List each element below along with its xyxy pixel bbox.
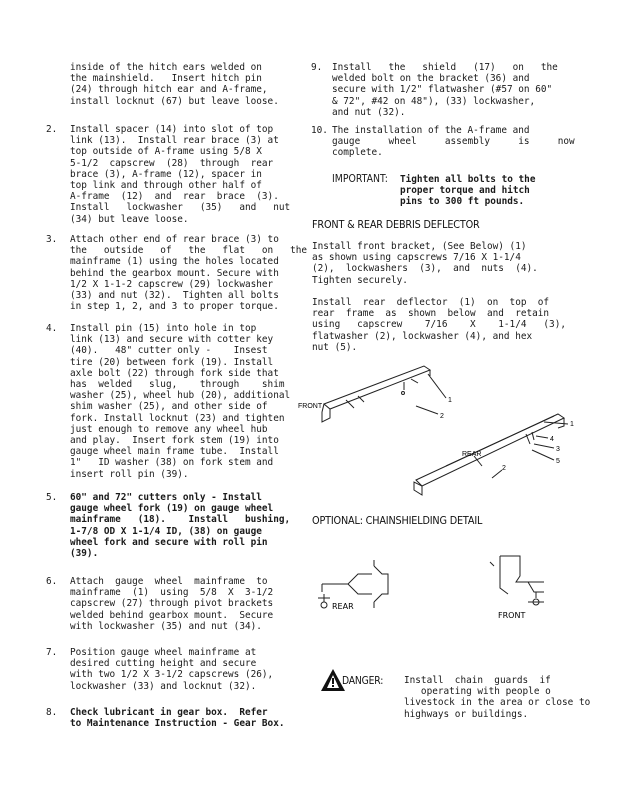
step-6-number: 6.	[46, 576, 58, 587]
step-9-text: Install the shield (17) on the welded bolt on the bracket (36) and secure with 1/2" flatwasher (#57 on 60" & 72", #42 on 48"), (33) lockwasher, and nut (32).	[332, 62, 558, 118]
callout-1-rear: 1	[570, 421, 574, 428]
callout-2-rear: 2	[502, 465, 506, 472]
step-10-number: 10.	[311, 125, 328, 136]
important-label: IMPORTANT:	[332, 172, 388, 185]
deflector-paragraph-2: Install rear deflector (1) on top of rear frame as shown below and retain using capscrew 7/16 X 1-1/4 (3), flatwasher (2), lockwasher (4), and hex nut (5).	[312, 297, 566, 353]
step-7-number: 7.	[46, 647, 58, 658]
intro-paragraph: inside of the hitch ears welded on the mainshield. Insert hitch pin (24) through hitch ear and A-frame, install locknut (67) but leave loose.	[70, 62, 279, 107]
callout-4-rear: 4	[550, 436, 554, 443]
step-2-number: 2.	[46, 124, 58, 135]
step-7-text: Position gauge wheel mainframe at desired cutting height and secure with two 1/2 X 3-1/2 capscrews (26), lockwasher (33) and locknut (32).	[70, 647, 274, 692]
chainshield-rear-label: REAR	[332, 602, 354, 611]
step-5-text: 60" and 72" cutters only - Install gauge wheel fork (19) on gauge wheel mainframe (18). Install bushing, 1-7/8 OD X 1-1/4 ID, (38) on gauge wheel fork and secure with roll pin (39).	[70, 492, 291, 560]
diagram-rear-label: REAR	[462, 451, 482, 458]
debris-deflector-diagram	[296, 352, 580, 502]
callout-1-front: 1	[448, 397, 452, 404]
warning-triangle-icon	[320, 668, 346, 692]
danger-label: DANGER:	[342, 675, 384, 687]
optional-heading: OPTIONAL: CHAINSHIELDING DETAIL	[312, 514, 483, 527]
callout-3-rear: 3	[556, 446, 560, 453]
step-3-number: 3.	[46, 234, 58, 245]
step-6-text: Attach gauge wheel mainframe to mainframe (1) using 5/8 X 3-1/2 capscrew (27) through pivot brackets welded behind gearbox mount. Secure with lockwasher (35) and nut (34).	[70, 576, 274, 632]
chainshield-rear-diagram	[318, 560, 428, 620]
deflector-heading: FRONT & REAR DEBRIS DEFLECTOR	[312, 218, 480, 231]
callout-5-rear: 5	[556, 458, 560, 465]
step-3-text: Attach other end of rear brace (3) to the outside of the flat on the mainframe (1) using the holes located behind the gearbox mount. Secure with 1/2 X 1-1-2 capscrew (29) lockwasher (33) and nut (32). Tighten all bolts in step 1, 2, and 3 to proper torque.	[70, 234, 308, 313]
step-5-number: 5.	[46, 492, 58, 503]
chainshield-front-label: FRONT	[498, 611, 526, 620]
step-4-text: Install pin (15) into hole in top link (13) and secure with cotter key (40). 48" cutter only - Insest tire (20) between fork (19). Install axle bolt (22) through fork side that has welded slug, through shim washer (25), wheel hub (20), additional shim washer (25), and other side of fork. Install locknut (23) and tighten just enough to remove any wheel hub and play. Insert fork stem (19) into gauge wheel main frame tube. Install 1" ID washer (38) on fork stem and insert roll pin (39).	[70, 323, 291, 480]
step-4-number: 4.	[46, 323, 58, 334]
step-2-text: Install spacer (14) into slot of top link (13). Install rear brace (3) at top outside of A-frame using 5/8 X 5-1/2 capscrew (28) through rear brace (3), A-frame (12), spacer in top link and through other half of A-frame (12) and rear brace (3). Install lockwasher (35) and nut (34) but leave loose.	[70, 124, 291, 225]
step-9-number: 9.	[311, 62, 323, 73]
step-8-number: 8.	[46, 707, 58, 718]
danger-text: Install chain guards if operating with people o livestock in the area or close to highways or buildings.	[404, 675, 591, 720]
callout-2-front: 2	[440, 413, 444, 420]
step-8-text: Check lubricant in gear box. Refer to Maintenance Instruction - Gear Box.	[70, 707, 285, 730]
chainshield-front-diagram	[480, 552, 570, 632]
step-10-text: The installation of the A-frame and gauge wheel assembly is now complete.	[332, 125, 575, 159]
deflector-paragraph-1: Install front bracket, (See Below) (1) as shown using capscrews 7/16 X 1-1/4 (2), lockwashers (3), and nuts (4). Tighten securely.	[312, 241, 538, 286]
important-text: Tighten all bolts to the proper torque and hitch pins to 300 ft pounds.	[400, 174, 536, 208]
diagram-front-label: FRONT	[298, 403, 323, 410]
